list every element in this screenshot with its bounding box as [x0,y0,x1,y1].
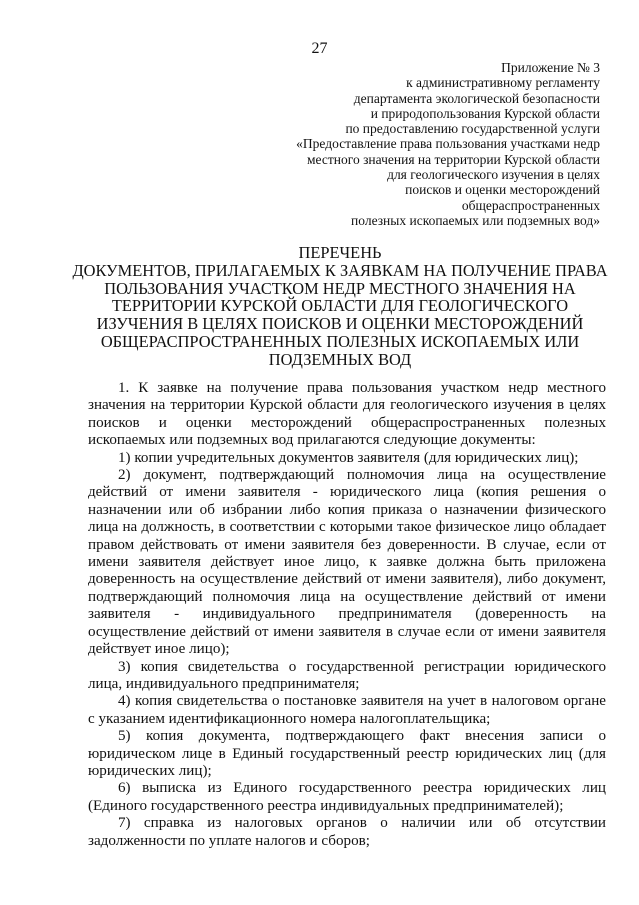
title-line: ПОДЗЕМНЫХ ВОД [268,349,412,369]
paragraph: 1. К заявке на получение права пользования участком недр местного значения на территории Курской области для геологического изучения в целях поисков и оценки месторождений общераспространенных полезных ископаемых или подземных вод прилагаются следующие документы: [88,380,606,449]
appendix-line: Приложение № 3 [501,60,600,75]
paragraph: 2) документ, подтверждающий полномочия лица на осуществление действий от имени заявителя - юридического лица (копия решения о назначении или об избрании либо копия приказа о назначении физического лица на должность, в соответствии с которыми такое физическое лицо обладает правом действовать от имени заявителя без доверенности. В случае, если от имени заявителя действует иное лицо, к заявке должна быть приложена доверенность на осуществление действий от имени заявителя), либо документ, подтверждающий полномочия лица на осуществление действий от имени заявителя - индивидуального предпринимателя (доверенность на осуществление действий от имени заявителя в случае если от имени заявителя действует иное лицо); [88,467,606,658]
appendix-line: полезных ископаемых или подземных вод» [351,212,600,228]
appendix-line: и природопользования Курской области [370,105,600,121]
paragraph: 4) копия свидетельства о постановке заявителя на учет в налоговом органе с указанием идентификационного номера налогоплательщика; [88,693,606,727]
document-title [70,244,610,369]
paragraph: 5) копия документа, подтверждающего факт внесения записи о юридическом лице в Единый государственный реестр юридических лиц (для юридических лиц); [88,728,606,779]
appendix-line: «Предоставление права пользования участками недр [296,136,600,152]
appendix-line: департамента экологической безопасности [353,90,600,106]
paragraph: 6) выписка из Единого государственного реестра юридических лиц (Единого государственного реестра индивидуальных предпринимателей); [88,780,606,814]
title-line: ПЕРЕЧЕНЬ [298,243,382,262]
appendix-line: общераспространенных [461,197,600,213]
title-line: ПОЛЬЗОВАНИЯ УЧАСТКОМ НЕДР МЕСТНОГО ЗНАЧЕНИЯ НА [104,278,576,298]
title-line: ИЗУЧЕНИЯ В ЦЕЛЯХ ПОИСКОВ И ОЦЕНКИ МЕСТОРОЖДЕНИЙ [96,314,584,334]
title-line: ТЕРРИТОРИИ КУРСКОЙ ОБЛАСТИ ДЛЯ ГЕОЛОГИЧЕСКОГО [111,296,569,316]
appendix-line: поисков и оценки месторождений [405,182,600,198]
appendix-line: для геологического изучения в целях [387,167,600,183]
appendix-note [260,60,600,228]
appendix-line: по предоставлению государственной услуги [345,121,600,137]
paragraph: 3) копия свидетельства о государственной регистрации юридического лица, индивидуального предпринимателя; [88,658,606,692]
document-body [88,380,606,850]
appendix-line: к административному регламенту [406,75,600,91]
title-line: ОБЩЕРАСПРОСТРАНЕННЫХ ПОЛЕЗНЫХ ИСКОПАЕМЫХ ИЛИ [100,331,580,351]
page-number: 27 [311,40,328,57]
title-line: ДОКУМЕНТОВ, ПРИЛАГАЕМЫХ К ЗАЯВКАМ НА ПОЛУЧЕНИЕ ПРАВА [72,260,608,280]
paragraph: 1) копии учредительных документов заявителя (для юридических лиц); [118,449,579,466]
paragraph: 7) справка из налоговых органов о наличии или об отсутствии задолженности по уплате налогов и сборов; [88,815,606,849]
appendix-line: местного значения на территории Курской области [307,151,600,167]
